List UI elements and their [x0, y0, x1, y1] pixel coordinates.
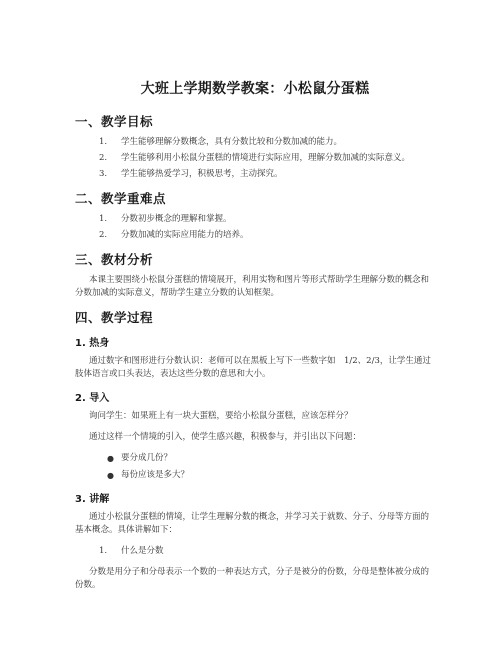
- list-item: [75, 152, 435, 165]
- list-number: 1.: [99, 137, 108, 147]
- sub-list-item: [75, 545, 435, 558]
- bullet-item: [75, 452, 435, 465]
- list-item: [75, 213, 435, 226]
- section-heading-key-points: 二、教学重难点: [75, 191, 167, 206]
- bullet-text: 每份应该是多大？: [121, 470, 190, 480]
- explain-paragraph-2: 分数是用分子和分母表示一个数的一种表达方式，分子是被分的份数，分母是整体被分成的份数。: [75, 567, 430, 590]
- list-number: 3.: [99, 169, 108, 179]
- bullet-text: 要分成几份？: [121, 453, 173, 463]
- section-heading-process: 四、教学过程: [75, 310, 154, 325]
- bullet-icon: ●: [107, 471, 114, 480]
- list-text: 分数加减的实际应用能力的培养。: [121, 230, 249, 240]
- sub-list-number: 1.: [99, 546, 108, 556]
- warmup-paragraph: 通过数字和图形进行分数认识：老师可以在黑板上写下一些数字如 1/2、2/3，让学生通过肢体语言或口头表达，表达这些分数的意思和大小。: [75, 356, 431, 379]
- list-text: 学生能够热爱学习，积极思考，主动探究。: [121, 169, 283, 179]
- list-item: [75, 168, 435, 181]
- explain-paragraph: 通过小松鼠分蛋糕的情境，让学生理解分数的概念，并学习关于就数、分子、分母等方面的基本概念。具体讲解如下：: [75, 512, 430, 535]
- intro-paragraph-2: 通过这样一个情境的引入，使学生感兴趣，积极参与，并引出以下问题：: [89, 432, 362, 442]
- list-item: [75, 136, 435, 149]
- material-analysis-paragraph: 本课主要围绕小松鼠分蛋糕的情境展开，利用实物和图片等形式帮助学生理解分数的概念和分数加减的实际意义，帮助学生建立分数的认知框架。: [75, 275, 430, 298]
- document-title: 大班上学期数学教案：小松鼠分蛋糕: [140, 81, 370, 97]
- bullet-icon: ●: [107, 454, 114, 463]
- list-number: 1.: [99, 214, 108, 224]
- list-text: 学生能够理解分数概念，具有分数比较和分数加减的能力。: [121, 137, 343, 147]
- subheading-warmup: 1. 热身: [75, 338, 110, 349]
- intro-paragraph-1: 询问学生：如果班上有一块大蛋糕，要给小松鼠分蛋糕，应该怎样分？: [89, 411, 353, 421]
- section-heading-objectives: 一、教学目标: [75, 114, 154, 129]
- section-heading-material-analysis: 三、教材分析: [75, 252, 154, 267]
- list-number: 2.: [99, 153, 108, 163]
- list-text: 学生能够利用小松鼠分蛋糕的情境进行实际应用，理解分数加减的实际意义。: [121, 153, 411, 163]
- list-text: 分数初步概念的理解和掌握。: [121, 214, 232, 224]
- sub-list-text: 什么是分数: [121, 546, 164, 556]
- bullet-item: [75, 469, 435, 482]
- list-number: 2.: [99, 230, 108, 240]
- document-page: [75, 78, 435, 600]
- subheading-intro: 2. 导入: [75, 393, 110, 404]
- subheading-explain: 3. 讲解: [75, 494, 110, 505]
- list-item: [75, 229, 435, 242]
